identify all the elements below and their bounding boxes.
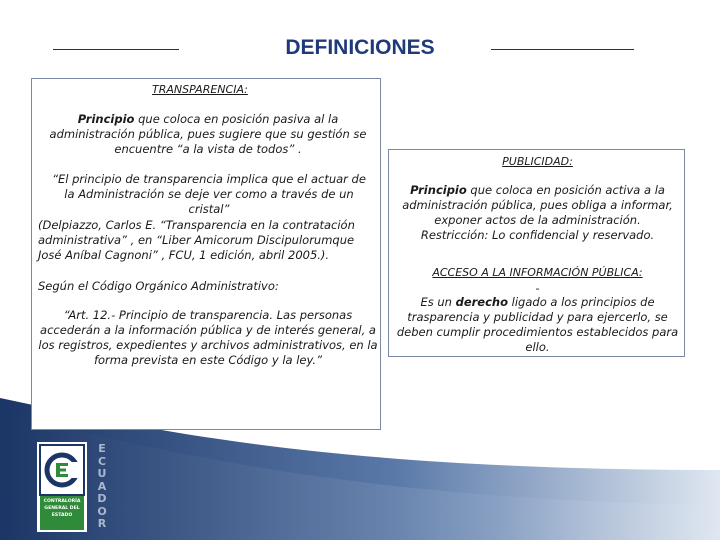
letter: U [97,467,107,480]
access-definition [395,295,680,355]
definition-text: que coloca en posición pasiva al la administración pública, pues sugiere que su gestión se encuentre “a la vista de todos” . [49,112,367,156]
letter: C [97,454,107,468]
article-12: “Art. 12.- Principio de transparencia. Las personas accederán a la información pública y de interés general, a los registros, expedientes y archivos administrativos, en la forma prevista en este Código y la ley.” [38,308,378,367]
publicity-bold: Principio [410,183,467,197]
transparency-heading: TRANSPARENCIA: [152,83,248,96]
letter: R [97,517,107,530]
access-text: ligado a los principios de trasparencia y publicidad y para ejercerlo, se deben cumplir procedimientos establecidos para ello. [396,295,679,354]
publicity-restriction: Restricción: Lo confidencial y reservado. [420,228,655,242]
code-intro: Según el Código Orgánico Administrativo: [38,279,279,293]
transparency-quote: “El principio de transparencia implica que el actuar de la Administración se deje ver como a través de un cristal” [52,172,366,216]
page-title: DEFINICIONES [285,36,435,59]
logo-emblem-icon [32,440,92,535]
access-bold: derecho [455,295,509,309]
publicity-definition [395,183,680,228]
access-pre: Es un [420,295,456,309]
publicity-access-box [388,149,685,357]
transparency-box [31,78,381,430]
letter: D [97,492,107,505]
ecuador-vertical-text [96,443,108,531]
letter: A [97,479,107,493]
transparency-citation: (Delpiazzo, Carlos E. “Transparencia en la contratación administrativa” , en “Liber Amicorum Discipulorumque José Aníbal Cagnoni” , FCU, 1 edición, abril 2005.). [38,218,355,262]
publicity-text: que coloca en posición activa a la administración pública, pues obliga a informar, exponer actos de la administración. [402,183,673,227]
access-heading: ACCESO A LA INFORMACIÓN PÚBLICA: [432,266,643,279]
definition-bold: Principio [77,112,135,126]
publicity-heading: PUBLICIDAD: [502,155,573,168]
access-dash: - [535,281,540,295]
contraloria-logo [32,440,122,535]
logo-text: CONTRALORÍA GENERAL DEL ESTADO [43,499,81,518]
letter: O [97,504,107,518]
transparency-definition [40,112,376,157]
letter: E [98,442,106,455]
